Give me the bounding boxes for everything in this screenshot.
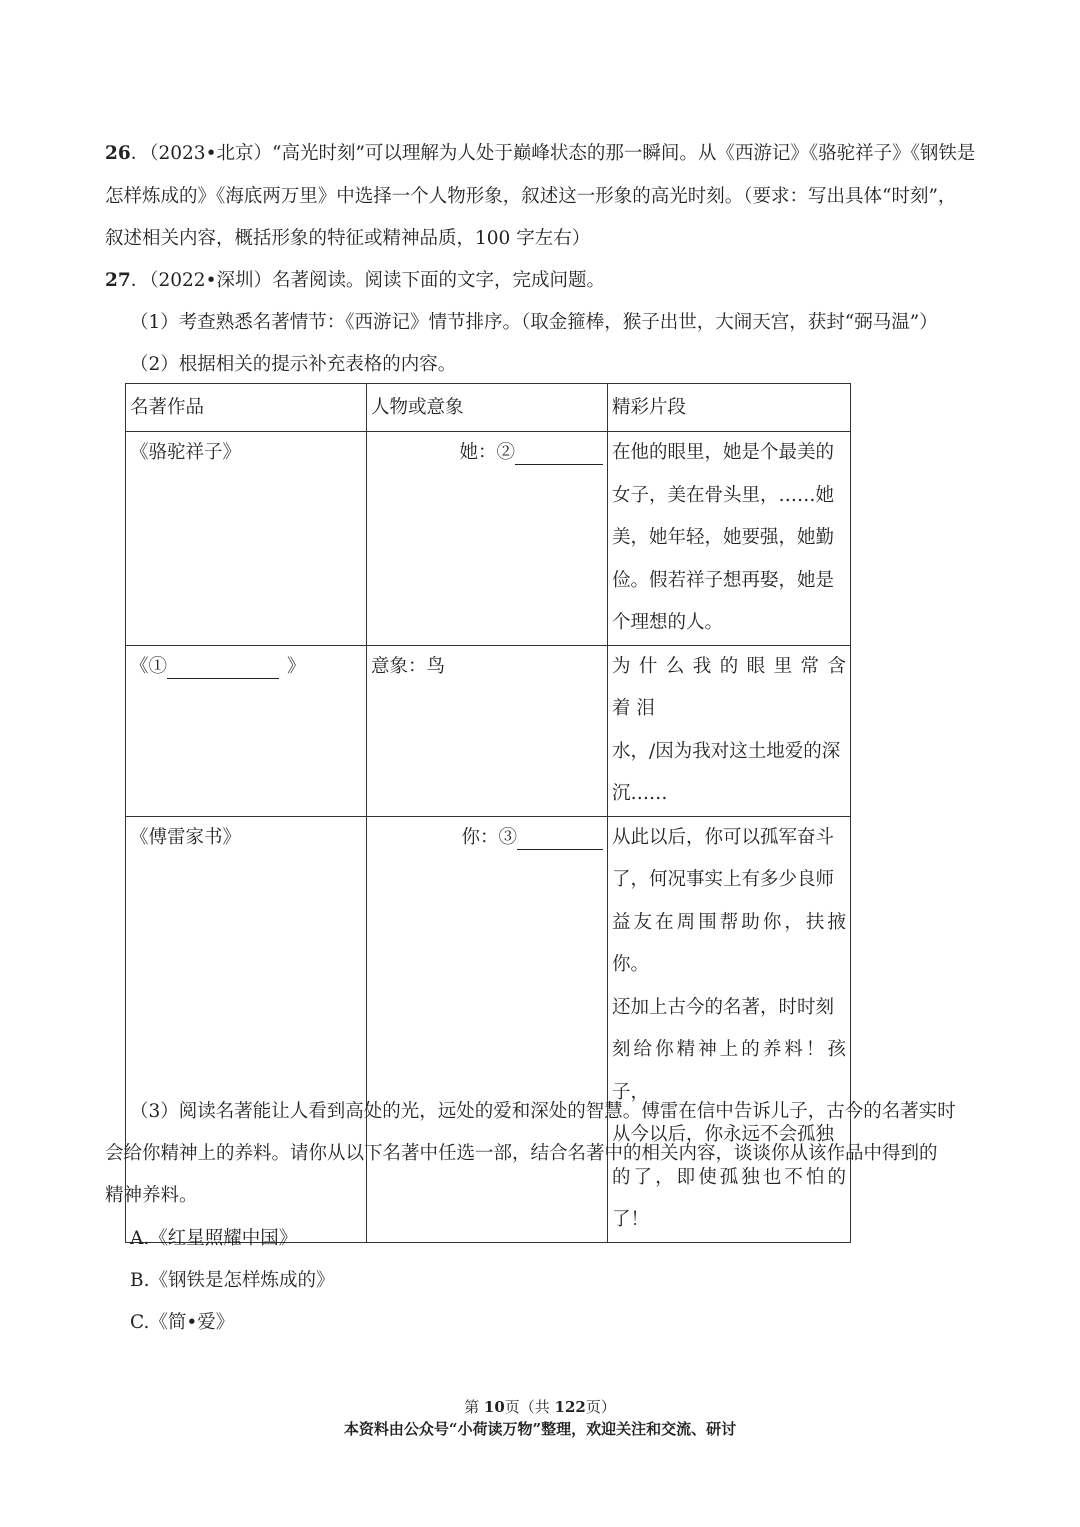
row3-figure-label: 你：③ — [461, 826, 517, 848]
excerpt-line: 益友在周围帮助你，扶掖你。 — [612, 911, 846, 975]
answer-blank-2[interactable] — [515, 442, 603, 465]
row1-figure — [367, 432, 608, 646]
excerpt-line: 个理想的人。 — [612, 612, 724, 633]
header-work: 名著作品 — [126, 384, 367, 432]
q27-part2: （2）根据相关的提示补充表格的内容。 — [130, 354, 457, 375]
row3-figure — [367, 816, 608, 1242]
table-row — [126, 816, 851, 1242]
excerpt-line: 在他的眼里，她是个最美的 — [612, 442, 835, 463]
excerpt-line: 为 什 么 我 的 眼 里 常 含 着 泪 — [612, 655, 846, 719]
row2-excerpt — [608, 645, 851, 816]
source-note: 本资料由公众号“小荷读万物”整理，欢迎关注和交流、研讨 — [343, 1420, 737, 1438]
q26-line1 — [105, 139, 975, 165]
row1-excerpt — [608, 432, 851, 646]
page-number — [0, 1396, 1080, 1417]
excerpt-line: 的了，即使孤独也不怕的了！ — [612, 1166, 846, 1230]
option-c: C.《简•爱》 — [130, 1312, 235, 1333]
excerpt-line: 水，/因为我对这土地爱的深 — [612, 740, 841, 762]
excerpt-line: 美，她年轻，她要强，她勤 — [612, 527, 835, 548]
q27-number: 27 — [105, 270, 131, 291]
excerpt-line: 女子，美在骨头里，……她 — [612, 484, 835, 506]
q26-line2: 怎样炼成的》《海底两万里》中选择一个人物形象，叙述这一形象的高光时刻。（要求：写出具体“时刻”， — [105, 186, 957, 207]
q27-intro-text: ．（2022•深圳）名著阅读。阅读下面的文字，完成问题。 — [130, 270, 605, 291]
row2-figure: 意象：鸟 — [367, 645, 608, 816]
excerpt-line: 了，何况事实上有多少良师 — [612, 869, 835, 890]
row1-figure-label: 她：② — [459, 442, 515, 463]
page-mid: 页（共 — [504, 1398, 555, 1416]
excerpt-line: 从此以后，你可以孤军奋斗 — [612, 826, 835, 848]
header-excerpt: 精彩片段 — [608, 384, 851, 432]
q26-line3: 叙述相关内容，概括形象的特征或精神品质，100 字左右） — [105, 228, 591, 249]
excerpt-line: 俭。假若祥子想再娶，她是 — [612, 569, 835, 591]
answer-blank-1[interactable] — [167, 656, 279, 679]
header-figure: 人物或意象 — [367, 384, 608, 432]
answer-blank-3[interactable] — [517, 827, 603, 850]
option-a: A.《红星照耀中国》 — [130, 1228, 298, 1249]
table-row — [126, 645, 851, 816]
row3-excerpt — [608, 816, 851, 1242]
q27-intro — [105, 266, 605, 292]
row2-work-suffix: 》 — [287, 655, 306, 677]
row2-work — [126, 645, 367, 816]
page-total: 122 — [554, 1398, 586, 1416]
excerpt-line: 还加上古今的名著，时时刻 — [612, 996, 835, 1018]
q27-part1: （1）考查熟悉名著情节：《西游记》情节排序。（取金箍棒，猴子出世，大闹天宫，获封“弼马温”） — [130, 312, 938, 333]
q27-part3-line2: 会给你精神上的养料。请你从以下名著中任选一部，结合名著中的相关内容，谈谈你从该作品中得到的 — [105, 1143, 938, 1164]
row3-work: 《傅雷家书》 — [126, 816, 367, 1242]
table-header-row — [126, 384, 851, 432]
page-current: 10 — [483, 1398, 505, 1416]
row2-work-prefix: 《① — [130, 655, 168, 677]
page-prefix: 第 — [464, 1398, 484, 1416]
q26-text-1: ．（2023•北京）“高光时刻”可以理解为人处于巅峰状态的那一瞬间。从《西游记》《骆驼祥子》《钢铁是 — [130, 143, 976, 164]
page-suffix: 页） — [585, 1398, 616, 1416]
excerpt-line: 刻给你精神上的养料！孩子， — [612, 1039, 846, 1103]
q26-number: 26 — [105, 143, 131, 164]
table-row — [126, 432, 851, 646]
option-b: B.《钢铁是怎样炼成的》 — [130, 1270, 335, 1291]
q27-part3-line1: （3）阅读名著能让人看到高处的光，远处的爱和深处的智慧。傅雷在信中告诉儿子，古今的名著实时 — [130, 1101, 956, 1122]
row1-work: 《骆驼祥子》 — [126, 432, 367, 646]
excerpt-line: 沉…… — [612, 783, 668, 804]
q27-part3-line3: 精神养料。 — [105, 1185, 198, 1206]
excerpt-line: 从今以后，你永远不会孤独 — [612, 1124, 835, 1145]
